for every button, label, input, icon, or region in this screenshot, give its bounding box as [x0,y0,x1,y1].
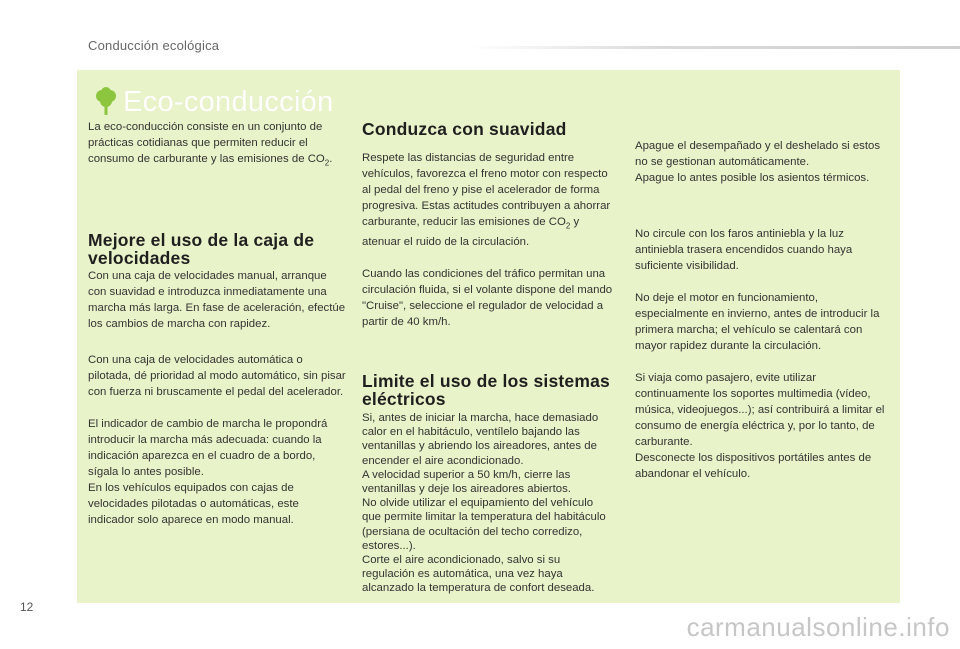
watermark: carmanualsonline.info [686,612,950,642]
page-number: 12 [20,600,34,614]
defrost-paragraph: Apague el desempañado y el deshelado si estos no se gestionan automáticamente. [635,140,881,168]
electrical-paragraph-ventilate: Si, antes de iniciar la marcha, hace demasiado calor en el habitáculo, ventílelo bajando las ventanillas y abriendo los aireadores, antes de encender el aire acondicionado. [362,412,599,467]
fog-lights-paragraph: No circule con los faros antiniebla y la luz antiniebla trasera encendidos cuando haya suficiente visibilidad. [635,228,853,272]
electrical-paragraph-ac: Corte el aire acondicionado, salvo si su regulación es automática, una vez haya alcanzado la temperatura de confort deseada. [362,554,595,595]
heated-seats-paragraph: Apague lo antes posible los asientos térmicos. [635,172,870,184]
gearbox-paragraph-manual: Con una caja de velocidades manual, arranque con suavidad e introduzca inmediatamente una marcha más larga. En fase de aceleración, efectúe los cambios de marcha con rapidez. [88,270,346,330]
leaf-tree-icon [95,87,117,117]
electrical-paragraph-windows: A velocidad superior a 50 km/h, cierre las ventanillas y deje los aireadores abiertos. [362,468,571,496]
gearbox-paragraph-indicator-note: En los vehículos equipados con cajas de velocidades pilotadas o automáticas, este indicador solo aparece en modo manual. [88,482,299,526]
column-three-text [635,138,887,482]
gearbox-paragraph-indicator: El indicador de cambio de marcha le propondrá introducir la marcha más adecuada: cuando la indicación aparezca en el cuadro de a bordo, sígala lo antes posible. [88,418,328,478]
multimedia-paragraph: Si viaja como pasajero, evite utilizar continuamente los soportes multimedia (vídeo, música, videojuegos...); así contribuirá a limitar el consumo de energía eléctrica y, por lo tanto, de carburante. [635,372,885,448]
electrical-systems-text [362,411,614,596]
smooth-driving-text [362,150,614,330]
gearbox-text [88,268,346,528]
intro-text: La eco-conducción consiste en un conjunto de prácticas cotidianas que permiten reducir el consumo de carburante y las emisiones de $CO_2$. [88,121,333,168]
eco-heading [95,84,334,120]
electrical-paragraph-equipment: No olvide utilizar el equipamiento del vehículo que permite limitar la temperatura del habitáculo (persiana de ocultación del techo corredizo, estores...). [362,497,606,552]
smooth-driving-paragraph: Respete las distancias de seguridad entre vehículos, favorezca el freno motor con respecto al pedal del freno y pise el acelerador de forma progresiva. Estas actitudes contribuyen a ahorrar carburante, reducir las emisiones de $CO_2$ y atenuar el ruido de la circulación. [362,152,611,249]
page-title: Eco-conducción [123,85,334,118]
heading-smooth-driving: Conduzca con suavidad [362,119,567,139]
header-divider [470,46,960,49]
section-title: Conducción ecológica [88,38,220,53]
gearbox-paragraph-automatic: Con una caja de velocidades automática o pilotada, dé prioridad al modo automático, sin pisar con fuerza ni bruscamente el pedal del acelerador. [88,354,346,398]
portable-devices-paragraph: Desconecte los dispositivos portátiles antes de abandonar el vehículo. [635,452,872,480]
heading-gearbox: Mejore el uso de la caja de velocidades [88,230,315,268]
cruise-paragraph: Cuando las condiciones del tráfico permitan una circulación fluida, si el volante dispone del mando "Cruise", seleccione el regulador de velocidad a partir de 40 km/h. [362,268,613,329]
heading-electrical-systems: Limite el uso de los sistemas eléctricos [362,371,610,409]
engine-idle-paragraph: No deje el motor en funcionamiento, especialmente en invierno, antes de introducir la primera marcha; el vehículo se calentará con mayor rapidez durante la circulación. [635,292,880,352]
